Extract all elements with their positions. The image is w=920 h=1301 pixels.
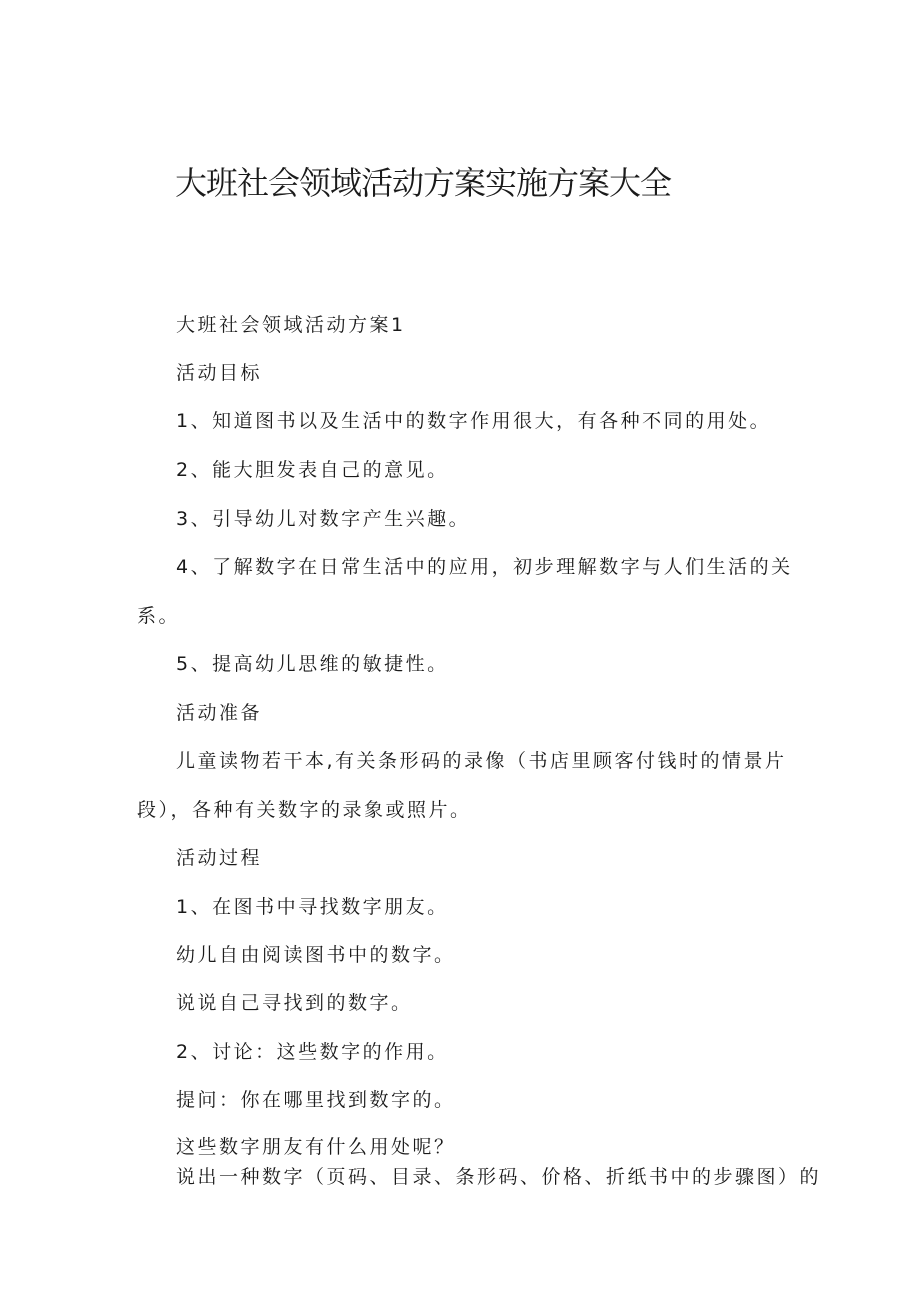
goal-item-1: 1、知道图书以及生活中的数字作用很大，有各种不同的用处。 [176,410,772,432]
process-text: 说出一种数字（页码、目录、条形码、价格、折纸书中的步骤图）的 [176,1166,822,1188]
process-step-1: 1、在图书中寻找数字朋友。 [176,896,449,918]
document-title: 大班社会领域活动方案实施方案大全 [175,164,672,202]
preparation-text: 儿童读物若干本,有关条形码的录像（书店里顾客付钱时的情景片 [176,750,787,772]
process-text: 这些数字朋友有什么用处呢？ [176,1136,456,1158]
section-heading-process: 活动过程 [176,847,263,869]
process-step-2: 2、讨论：这些数字的作用。 [176,1041,449,1063]
section-heading-goals: 活动目标 [176,362,263,384]
section-heading-plan-1: 大班社会领域活动方案1 [176,314,406,336]
section-heading-preparation: 活动准备 [176,702,263,724]
goal-item-2: 2、能大胆发表自己的意见。 [176,459,449,481]
process-text: 提问：你在哪里找到数字的。 [176,1089,456,1111]
goal-item-3: 3、引导幼儿对数字产生兴趣。 [176,508,471,530]
goal-item-4-continued: 系。 [137,605,181,627]
goal-item-5: 5、提高幼儿思维的敏捷性。 [176,653,449,675]
preparation-text-continued: 段），各种有关数字的录象或照片。 [137,799,472,821]
goal-item-4: 4、了解数字在日常生活中的应用，初步理解数字与人们生活的关 [176,556,793,578]
process-text: 说说自己寻找到的数字。 [176,992,413,1014]
process-text: 幼儿自由阅读图书中的数字。 [176,944,456,966]
